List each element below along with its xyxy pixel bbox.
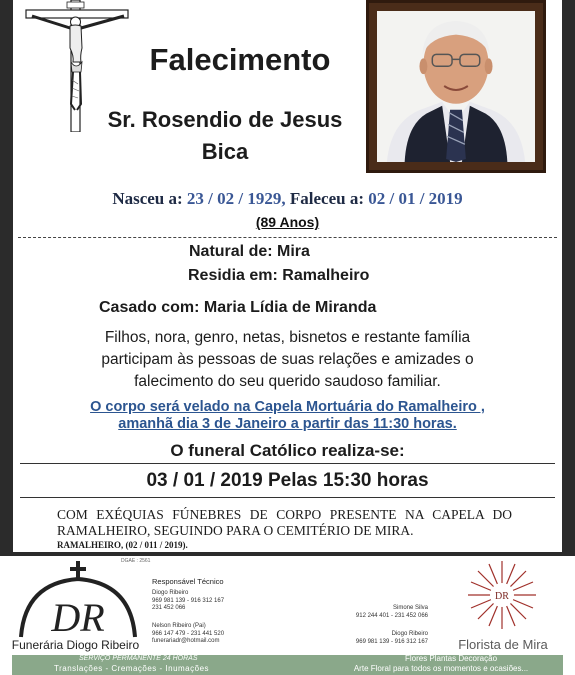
contact-nelson xyxy=(152,623,224,646)
died-value: 02 / 01 / 2019 xyxy=(368,189,463,208)
dr-letters: DR xyxy=(51,595,105,640)
florist-tagline: Arte Floral para todos os momentos e ocasiões... xyxy=(353,664,529,673)
footer xyxy=(0,557,575,675)
florist-items: Flores Plantas Decoração xyxy=(404,654,498,663)
page-title: Falecimento xyxy=(149,42,331,77)
contact-line: 966 147 479 - 231 441 520 xyxy=(152,630,225,637)
wake-line: O corpo será velado na Capela Mortuária do Ramalheiro , xyxy=(90,399,485,415)
deceased-name-line1: Sr. Rosendio de Jesus xyxy=(107,107,343,132)
contact-line: Diogo Ribeiro xyxy=(152,590,189,596)
contact-line: 969 981 139 - 916 312 167 xyxy=(355,638,428,645)
dgae-number: DGAE : 2561 xyxy=(121,558,151,564)
family-paragraph xyxy=(40,327,535,393)
paragraph-line: participam às pessoas de suas relações e amizades o xyxy=(101,351,474,368)
contact-simone xyxy=(332,605,428,620)
contact-line: 969 981 139 - 916 312 167 xyxy=(152,597,225,604)
age: (89 Anos) xyxy=(255,214,320,230)
contact-line: Diogo Ribeiro xyxy=(391,631,428,637)
funeral-datetime: 03 / 01 / 2019 Pelas 15:30 horas xyxy=(146,470,429,491)
died-label: Faleceu a: xyxy=(289,189,364,208)
dashed-divider xyxy=(18,237,557,238)
services-list: Translações - Cremações - Inumações xyxy=(54,664,210,673)
exequias-text: COM EXÉQUIAS FÚNEBRES DE CORPO PRESENTE NA CAPELA DO RAMALHEIRO, SEGUINDO PARA O CEMITÉRIO DE MIRA. xyxy=(57,507,512,538)
birth-death-dates xyxy=(13,189,562,209)
contact-line: 231 452 066 xyxy=(152,605,186,611)
funeraria-name: Funerária Diogo Ribeiro xyxy=(11,638,140,652)
contact-line: Simone Silva xyxy=(392,605,428,611)
paragraph-line: Filhos, nora, genro, netas, bisnetos e restante família xyxy=(104,329,471,346)
contact-line: 912 244 401 - 231 452 066 xyxy=(355,612,428,619)
born-label: Nasceu a: xyxy=(112,189,183,208)
contact-diogo-2 xyxy=(332,631,428,646)
born-value: 23 / 02 / 1929, xyxy=(186,189,286,208)
funeral-heading: O funeral Católico realiza-se: xyxy=(170,441,405,460)
contact-line: Nelson Ribeiro (Pai) xyxy=(152,623,206,629)
contact-line: funerariadr@hotmail.com xyxy=(152,638,220,644)
rule-bottom xyxy=(20,497,555,498)
florist-name: Florista de Mira xyxy=(458,637,548,652)
deceased-name-line2: Bica xyxy=(201,139,249,164)
portrait-photo xyxy=(377,11,535,162)
paragraph-line: falecimento do seu querido saudoso familiar. xyxy=(134,373,441,390)
place-date: RAMALHEIRO, (02 / 011 / 2019). xyxy=(57,540,188,550)
residia-em: Residia em: Ramalheiro xyxy=(188,267,370,284)
casado-com: Casado com: Maria Lídia de Miranda xyxy=(99,299,377,316)
wake-line: amanhã dia 3 de Janeiro a partir das 11:30 horas. xyxy=(118,416,457,432)
contact-diogo xyxy=(152,590,224,613)
florist-logo xyxy=(466,559,538,631)
natural-de: Natural de: Mira xyxy=(189,243,310,260)
wake-info xyxy=(40,399,535,433)
responsavel-label: Responsável Técnico xyxy=(152,577,224,586)
rule-top xyxy=(20,463,555,464)
portrait-frame xyxy=(366,0,546,173)
service-24h: SERVIÇO PERMANENTE 24 HORAS xyxy=(79,655,198,662)
florist-letters: DR xyxy=(495,591,509,602)
